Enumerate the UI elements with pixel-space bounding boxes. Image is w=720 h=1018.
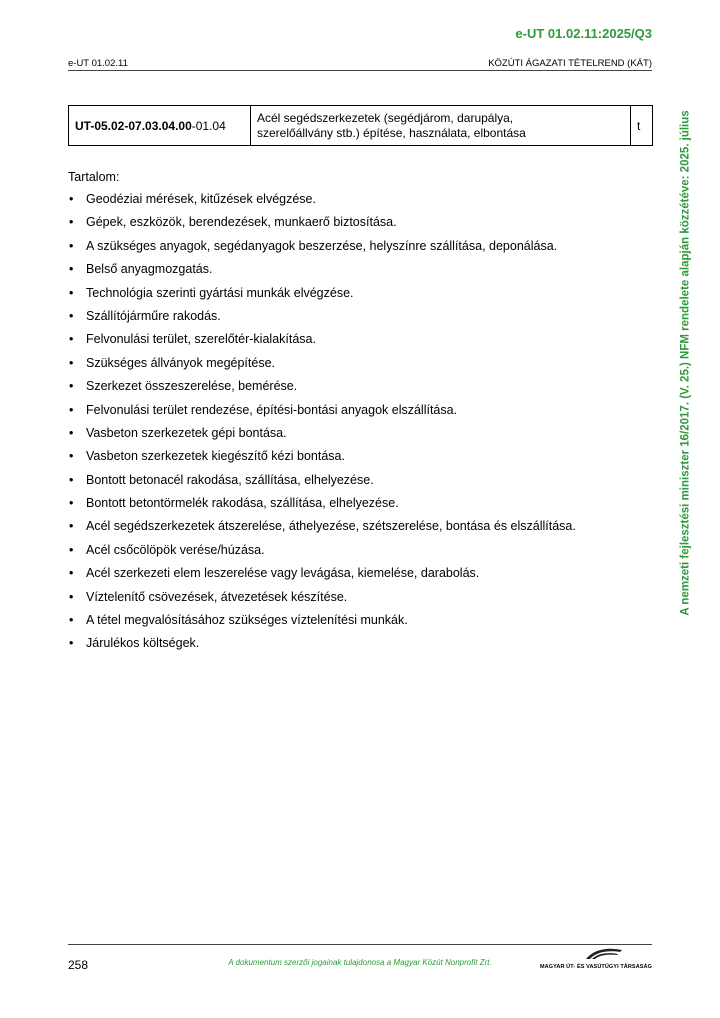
content-list-item: • Szükséges állványok megépítése.	[68, 352, 658, 375]
content-list-item: • Acél szerkezeti elem leszerelése vagy levágása, kiemelése, darabolás.	[68, 562, 658, 585]
copyright-note: A dokumentum szerzői jogainak tulajdonosa a Magyar Közút Nonprofit Zrt.	[228, 958, 492, 967]
item-table	[68, 105, 653, 146]
content-list-item: • Technológia szerinti gyártási munkák elvégzése.	[68, 282, 658, 305]
content-list-item: • Járulékos költségek.	[68, 632, 658, 655]
content-list-item: • Szerkezet összeszerelése, bemérése.	[68, 375, 658, 398]
content-list-item: • A szükséges anyagok, segédanyagok beszerzése, helyszínre szállítása, deponálása.	[68, 235, 658, 258]
header-left: e-UT 01.02.11	[68, 58, 128, 69]
header-divider	[68, 70, 652, 71]
publisher-logo	[540, 946, 652, 970]
logo-text: MAGYAR ÚT- ÉS VASÚTÜGYI TÁRSASÁG	[540, 964, 652, 970]
content-list-item: • Belső anyagmozgatás.	[68, 258, 658, 281]
item-code-suffix: -01.04	[191, 118, 226, 133]
content-list-item: • A tétel megvalósításához szükséges víztelenítési munkák.	[68, 609, 658, 632]
road-swoosh-icon	[584, 946, 624, 960]
content-list-item: • Acél segédszerkezetek átszerelése, áthelyezése, szétszerelése, bontása és elszállítása.	[68, 515, 658, 538]
item-description-line1: Acél segédszerkezetek (segédjárom, darupálya,	[257, 110, 514, 125]
side-publication-note	[674, 95, 698, 630]
content-list	[68, 188, 658, 656]
content-list-item: • Szállítójárműre rakodás.	[68, 305, 658, 328]
content-label: Tartalom:	[68, 170, 120, 184]
header-right: KÖZÚTI ÁGAZATI TÉTELREND (KÁT)	[488, 58, 652, 69]
item-code-cell	[69, 106, 251, 146]
content-list-item: • Bontott betontörmelék rakodása, szállítása, elhelyezése.	[68, 492, 658, 515]
content-list-item: • Geodéziai mérések, kitűzések elvégzése.	[68, 188, 658, 211]
side-publication-note-text: A nemzeti fejlesztési miniszter 16/2017. (V. 25.) NFM rendelete alapján közzétéve: 2025. július	[680, 109, 693, 616]
item-description-line2: szerelőállvány stb.) építése, használata, elbontása	[257, 125, 526, 140]
content-list-item: • Felvonulási terület, szerelőtér-kialakítása.	[68, 328, 658, 351]
item-description-cell	[251, 106, 631, 146]
item-code: UT-05.02-07.03.04.00	[75, 118, 192, 133]
item-row	[69, 106, 653, 146]
content-list-item: • Acél csőcölöpök verése/húzása.	[68, 539, 658, 562]
content-list-item: • Víztelenítő csövezések, átvezetések készítése.	[68, 586, 658, 609]
content-list-item: • Vasbeton szerkezetek kiegészítő kézi bontása.	[68, 445, 658, 468]
content-list-item: • Bontott betonacél rakodása, szállítása, elhelyezése.	[68, 469, 658, 492]
content-list-item: • Vasbeton szerkezetek gépi bontása.	[68, 422, 658, 445]
content-list-item: • Gépek, eszközök, berendezések, munkaerő biztosítása.	[68, 211, 658, 234]
footer-divider	[68, 944, 652, 945]
page-number: 258	[68, 958, 89, 972]
document-code: e-UT 01.02.11:2025/Q3	[515, 26, 652, 41]
item-unit: t	[631, 106, 653, 146]
content-list-item: • Felvonulási terület rendezése, építési-bontási anyagok elszállítása.	[68, 399, 658, 422]
